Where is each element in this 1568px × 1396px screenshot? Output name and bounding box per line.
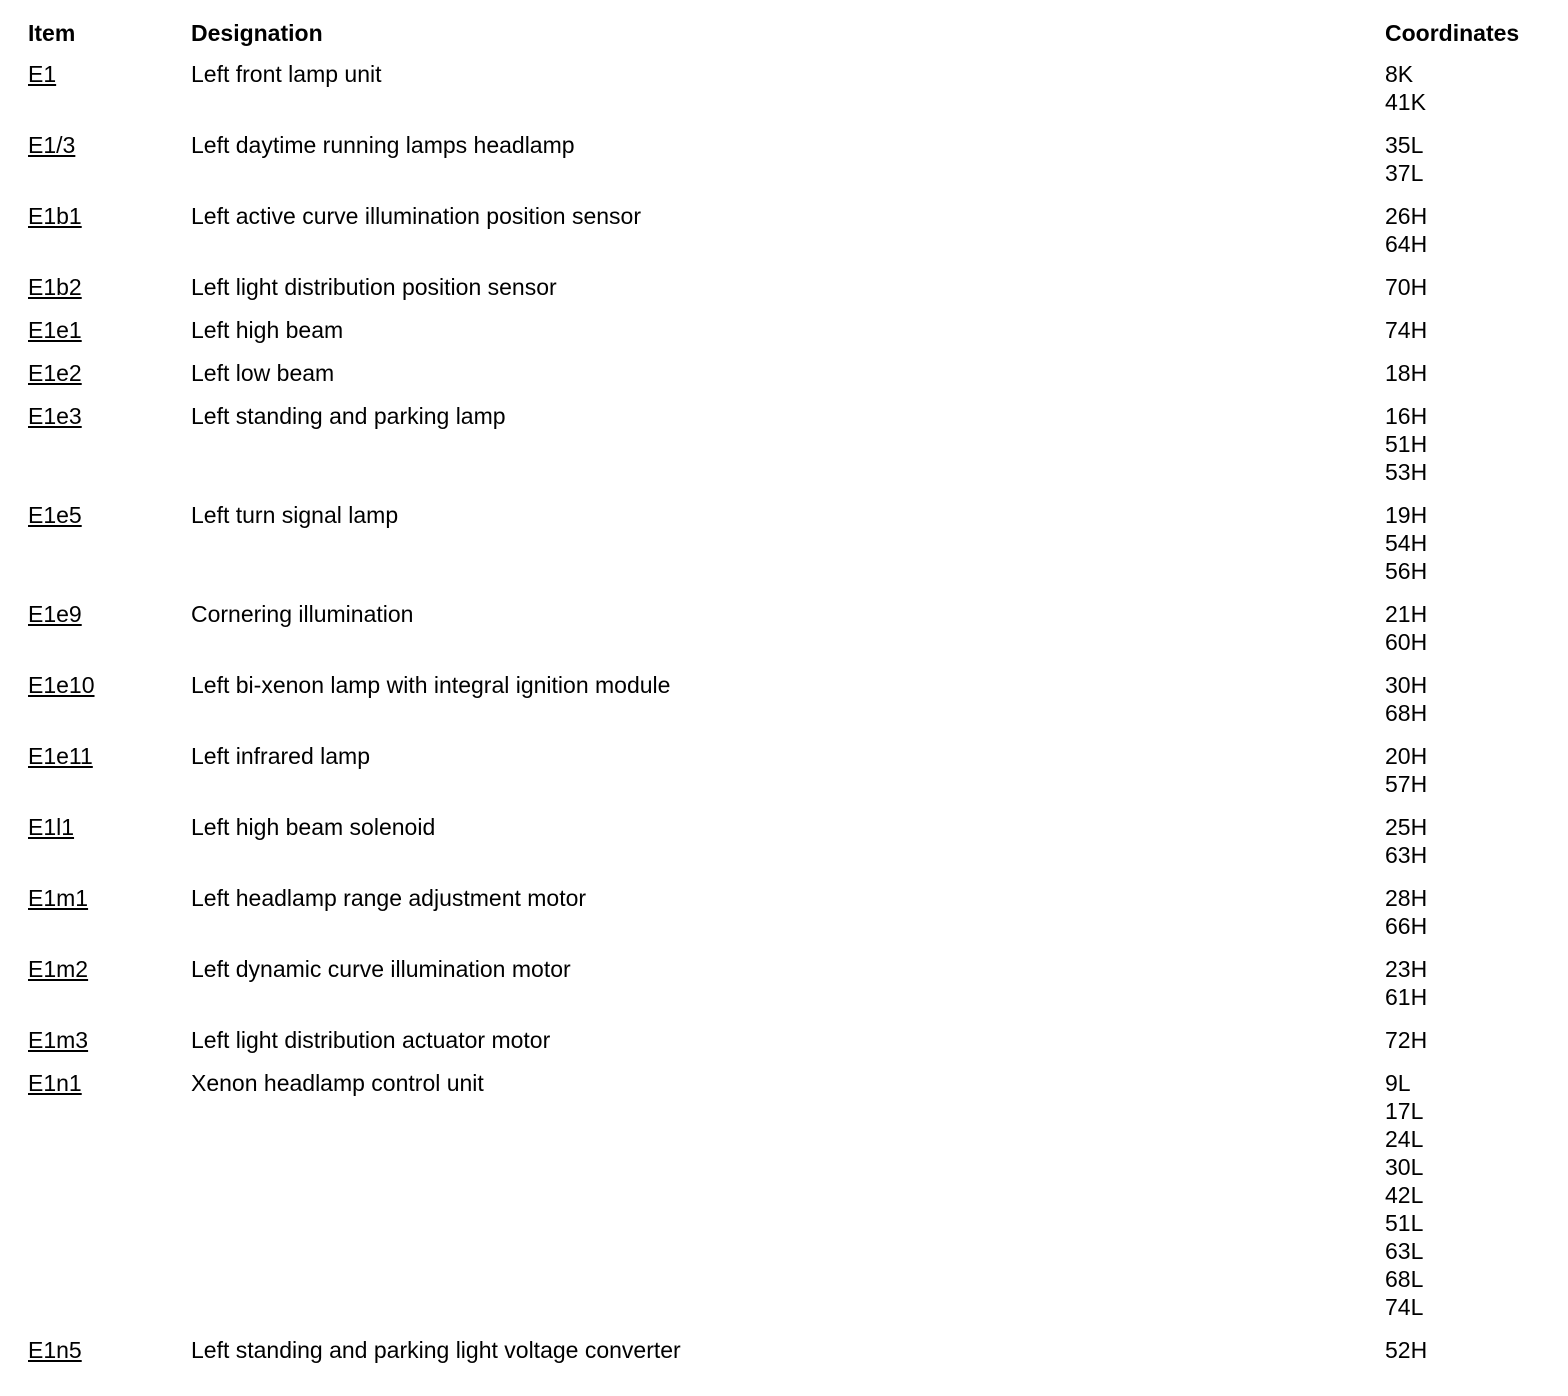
coordinate-value: 35L — [1385, 132, 1424, 158]
coordinate-value: 53H — [1385, 459, 1428, 485]
coordinates-cell — [1385, 600, 1427, 656]
designation-text: Left high beam — [191, 317, 344, 343]
item-link[interactable]: E1 — [28, 61, 57, 87]
coordinate-value: 74H — [1385, 317, 1428, 343]
item-link[interactable]: E1b1 — [28, 203, 82, 229]
table-row — [0, 884, 1568, 955]
coordinate-value: 24L — [1385, 1126, 1424, 1152]
coordinate-value: 51H — [1385, 431, 1428, 457]
coordinates-cell — [1385, 359, 1427, 387]
designation-text: Left infrared lamp — [191, 743, 370, 769]
item-link[interactable]: E1e3 — [28, 403, 82, 429]
coordinate-value: 20H — [1385, 743, 1428, 769]
table-row — [0, 501, 1568, 600]
designation-text: Left headlamp range adjustment motor — [191, 885, 587, 911]
coordinate-value: 19H — [1385, 502, 1428, 528]
designation-text: Left bi-xenon lamp with integral ignition module — [191, 672, 671, 698]
coordinates-cell — [1385, 501, 1427, 585]
designation-text: Xenon headlamp control unit — [191, 1070, 484, 1096]
coordinates-cell — [1385, 316, 1427, 344]
coordinate-value: 63L — [1385, 1238, 1424, 1264]
coordinate-value: 72H — [1385, 1027, 1428, 1053]
table-row — [0, 671, 1568, 742]
coordinate-value: 17L — [1385, 1098, 1424, 1124]
coordinates-cell — [1385, 1336, 1427, 1364]
coordinate-value: 52H — [1385, 1337, 1428, 1363]
item-link[interactable]: E1b2 — [28, 274, 82, 300]
coordinates-cell — [1385, 742, 1427, 798]
designation-text: Left dynamic curve illumination motor — [191, 956, 571, 982]
coordinates-cell — [1385, 1026, 1427, 1054]
item-link[interactable]: E1e9 — [28, 601, 82, 627]
coordinate-value: 68H — [1385, 700, 1428, 726]
item-link[interactable]: E1n5 — [28, 1337, 82, 1363]
table-row — [0, 742, 1568, 813]
table-row — [0, 600, 1568, 671]
table-row — [0, 131, 1568, 202]
table-row — [0, 60, 1568, 131]
item-link[interactable]: E1n1 — [28, 1070, 82, 1096]
coordinates-cell — [1385, 202, 1427, 258]
table-row — [0, 273, 1568, 316]
item-link[interactable]: E1m1 — [28, 885, 89, 911]
designation-text: Left light distribution actuator motor — [191, 1027, 551, 1053]
coordinate-value: 68L — [1385, 1266, 1424, 1292]
coordinate-value: 26H — [1385, 203, 1428, 229]
table-body — [0, 60, 1568, 1379]
table-header — [0, 18, 1568, 60]
coordinate-value: 18H — [1385, 360, 1428, 386]
designation-text: Cornering illumination — [191, 601, 414, 627]
designation-text: Left standing and parking light voltage converter — [191, 1337, 681, 1363]
coordinate-value: 51L — [1385, 1210, 1424, 1236]
component-table — [0, 18, 1568, 1379]
coordinate-value: 64H — [1385, 231, 1428, 257]
table-row — [0, 955, 1568, 1026]
coordinate-value: 60H — [1385, 629, 1428, 655]
coordinate-value: 61H — [1385, 984, 1428, 1010]
coordinates-cell — [1385, 131, 1423, 187]
coordinate-value: 30L — [1385, 1154, 1424, 1180]
designation-text: Left standing and parking lamp — [191, 403, 506, 429]
table-row — [0, 813, 1568, 884]
coordinates-cell — [1385, 955, 1427, 1011]
table-row — [0, 359, 1568, 402]
coordinate-value: 37L — [1385, 160, 1424, 186]
coordinate-value: 57H — [1385, 771, 1428, 797]
item-link[interactable]: E1e5 — [28, 502, 82, 528]
coordinate-value: 70H — [1385, 274, 1428, 300]
item-link[interactable]: E1e10 — [28, 672, 95, 698]
coordinate-value: 41K — [1385, 89, 1426, 115]
coordinate-value: 21H — [1385, 601, 1428, 627]
item-link[interactable]: E1l1 — [28, 814, 75, 840]
coordinates-cell — [1385, 671, 1427, 727]
item-link[interactable]: E1m2 — [28, 956, 89, 982]
coordinates-cell — [1385, 813, 1427, 869]
coordinate-value: 23H — [1385, 956, 1428, 982]
header-coordinates: Coordinates — [1385, 20, 1520, 46]
header-item: Item — [28, 20, 76, 46]
coordinate-value: 66H — [1385, 913, 1428, 939]
designation-text: Left active curve illumination position sensor — [191, 203, 642, 229]
coordinate-value: 42L — [1385, 1182, 1424, 1208]
table-row — [0, 1336, 1568, 1379]
coordinates-cell — [1385, 402, 1427, 486]
coordinates-cell — [1385, 60, 1426, 116]
coordinate-value: 56H — [1385, 558, 1428, 584]
item-link[interactable]: E1m3 — [28, 1027, 89, 1053]
coordinate-value: 63H — [1385, 842, 1428, 868]
table-row — [0, 316, 1568, 359]
item-link[interactable]: E1e11 — [28, 743, 93, 769]
coordinate-value: 9L — [1385, 1070, 1411, 1096]
designation-text: Left low beam — [191, 360, 335, 386]
designation-text: Left front lamp unit — [191, 61, 382, 87]
coordinates-cell — [1385, 1069, 1423, 1321]
coordinate-value: 74L — [1385, 1294, 1424, 1320]
designation-text: Left turn signal lamp — [191, 502, 399, 528]
coordinates-cell — [1385, 273, 1427, 301]
item-link[interactable]: E1e1 — [28, 317, 82, 343]
designation-text: Left light distribution position sensor — [191, 274, 557, 300]
coordinate-value: 16H — [1385, 403, 1428, 429]
designation-text: Left high beam solenoid — [191, 814, 436, 840]
coordinates-cell — [1385, 884, 1427, 940]
designation-text: Left daytime running lamps headlamp — [191, 132, 575, 158]
coordinate-value: 54H — [1385, 530, 1428, 556]
table-row — [0, 402, 1568, 501]
item-link[interactable]: E1/3 — [28, 132, 76, 158]
table-row — [0, 1026, 1568, 1069]
coordinate-value: 30H — [1385, 672, 1428, 698]
item-link[interactable]: E1e2 — [28, 360, 82, 386]
table-row — [0, 202, 1568, 273]
coordinate-value: 8K — [1385, 61, 1414, 87]
table-row — [0, 1069, 1568, 1336]
coordinate-value: 28H — [1385, 885, 1428, 911]
header-designation: Designation — [191, 20, 323, 46]
coordinate-value: 25H — [1385, 814, 1428, 840]
